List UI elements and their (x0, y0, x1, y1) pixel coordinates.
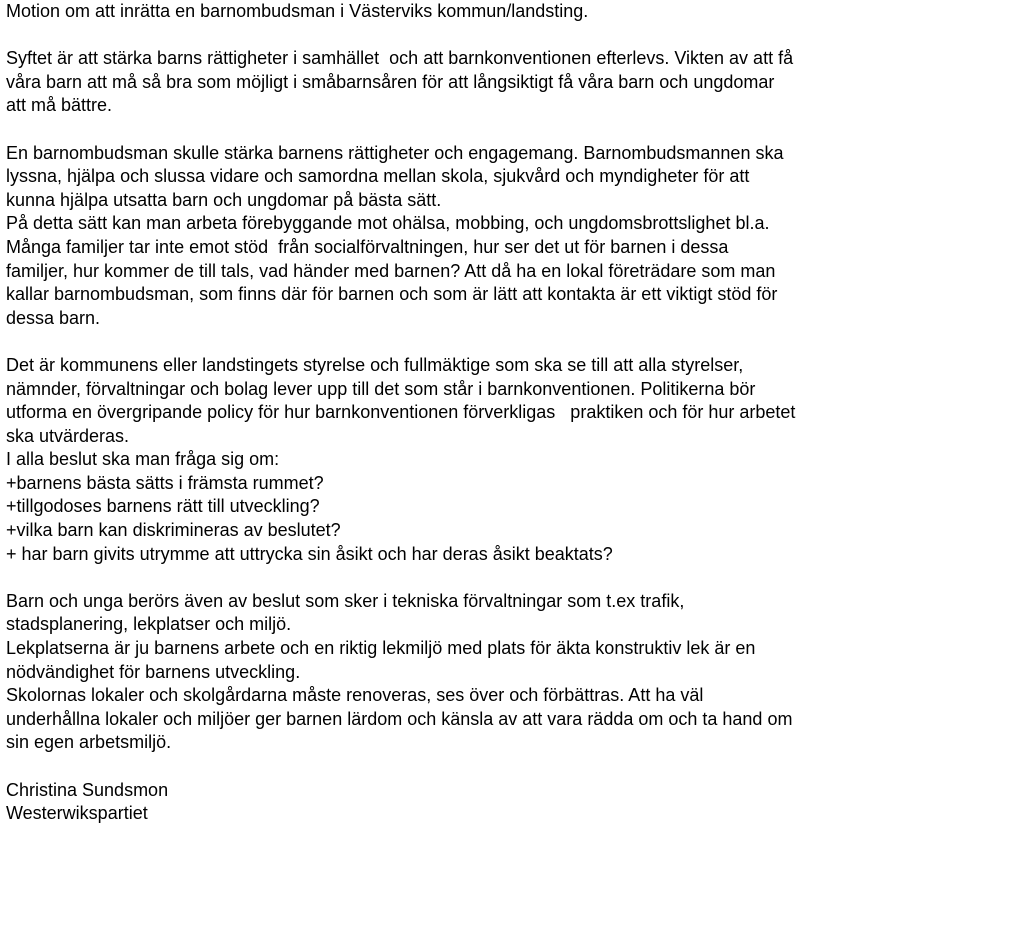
text-line: Lekplatserna är ju barnens arbete och en riktig lekmiljö med plats för äkta konstruktiv lek är en (6, 638, 756, 659)
text-line: På detta sätt kan man arbeta förebyggande mot ohälsa, mobbing, och ungdomsbrottslighet bl.a. (6, 213, 770, 234)
signature-party: Westerwikspartiet (6, 803, 148, 824)
text-line: I alla beslut ska man fråga sig om: (6, 449, 280, 470)
text-line: underhållna lokaler och miljöer ger barnen lärdom och känsla av att vara rädda om och ta hand om (6, 708, 793, 729)
list-item: +barnens bästa sätts i främsta rummet? (6, 472, 324, 493)
text-line: stadsplanering, lekplatser och miljö. (6, 614, 292, 635)
paragraph-purpose (6, 47, 1020, 118)
paragraph-gap (6, 118, 1020, 142)
text-line: Syftet är att stärka barns rättigheter i samhället och att barnkonventionen efterlevs. Vikten av att få (6, 48, 794, 69)
text-line: ska utvärderas. (6, 425, 130, 446)
text-line: Barn och unga berörs även av beslut som sker i tekniska förvaltningar som t.ex trafik, (6, 590, 685, 611)
text-line: En barnombudsman skulle stärka barnens rättigheter och engagemang. Barnombudsmannen ska (6, 142, 784, 163)
text-line: våra barn att må så bra som möjligt i småbarnsåren för att långsiktigt få våra barn och ungdomar (6, 71, 775, 92)
text-line: utforma en övergripande policy för hur barnkonventionen förverkligas praktiken och för hur arbetet (6, 402, 796, 423)
document-title: Motion om att inrätta en barnombudsman i Västerviks kommun/landsting. (6, 1, 589, 21)
list-item: + har barn givits utrymme att uttrycka sin åsikt och har deras åsikt beaktats? (6, 543, 613, 564)
text-line: Det är kommunens eller landstingets styrelse och fullmäktige som ska se till att alla styrelser, (6, 354, 744, 375)
document-page (6, 0, 1020, 826)
paragraph-gap (6, 566, 1020, 590)
paragraph-gap (6, 755, 1020, 779)
list-item: +tillgodoses barnens rätt till utveckling? (6, 496, 320, 517)
text-line: familjer, hur kommer de till tals, vad händer med barnen? Att då ha en lokal företrädare som man (6, 260, 776, 281)
text-line: kunna hjälpa utsatta barn och ungdomar på bästa sätt. (6, 189, 442, 210)
text-line: lyssna, hjälpa och slussa vidare och samordna mellan skola, sjukvård och myndigheter för att (6, 166, 750, 187)
paragraph-ombudsman (6, 142, 1020, 331)
paragraph-responsibility (6, 354, 1020, 566)
text-line: sin egen arbetsmiljö. (6, 732, 172, 753)
text-line: dessa barn. (6, 307, 101, 328)
paragraph-gap (6, 330, 1020, 354)
text-line: att må bättre. (6, 95, 113, 116)
list-item: +vilka barn kan diskrimineras av beslutet? (6, 520, 341, 541)
text-line: Många familjer tar inte emot stöd från socialförvaltningen, hur ser det ut för barnen i dessa (6, 236, 729, 257)
paragraph-gap (6, 24, 1020, 48)
signature-name: Christina Sundsmon (6, 779, 169, 800)
text-line: kallar barnombudsman, som finns där för barnen och som är lätt att kontakta är ett viktigt stöd för (6, 284, 778, 305)
text-line: nämnder, förvaltningar och bolag lever upp till det som står i barnkonventionen. Politikerna bör (6, 378, 756, 399)
text-line: Skolornas lokaler och skolgårdarna måste renoveras, ses över och förbättras. Att ha väl (6, 685, 704, 706)
paragraph-environment (6, 590, 1020, 755)
text-line: nödvändighet för barnens utveckling. (6, 661, 301, 682)
signature-block (6, 779, 1020, 826)
